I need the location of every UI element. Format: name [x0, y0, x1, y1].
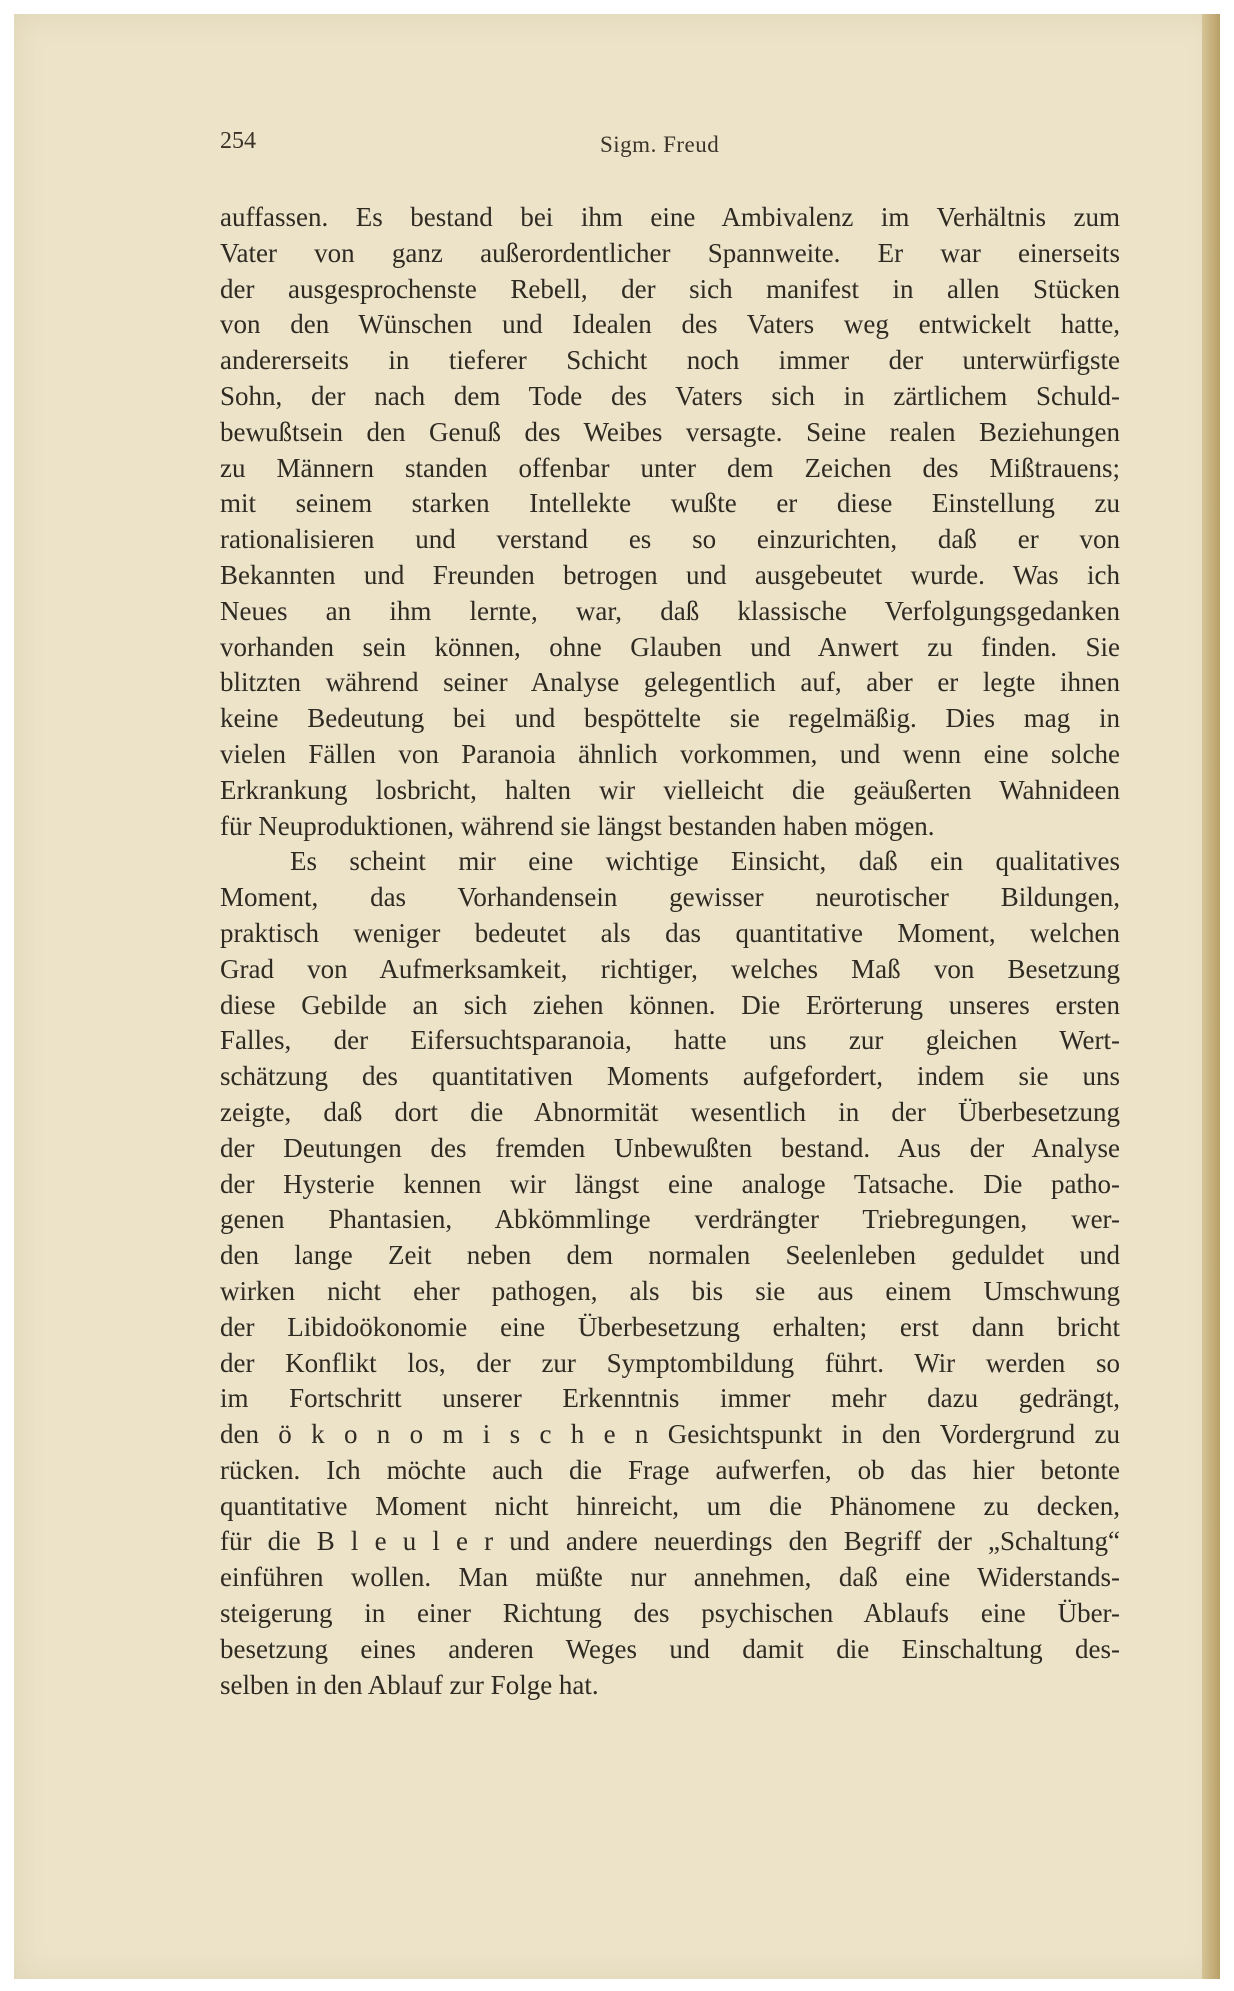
text-line: blitzten während seiner Analyse gelegentlich auf, aber er legte ihnen — [220, 667, 1120, 698]
text-line: andererseits in tieferer Schicht noch immer der unterwürfigste — [220, 345, 1120, 376]
text-line: der Hysterie kennen wir längst eine analoge Tatsache. Die patho- — [220, 1168, 1120, 1199]
text-line: vorhanden sein können, ohne Glauben und Anwert zu finden. Sie — [220, 631, 1120, 662]
text-line: der ausgesprochenste Rebell, der sich manifest in allen Stücken — [220, 273, 1120, 304]
text-line: den ö k o n o m i s c h e n Gesichtspunkt in den Vordergrund zu — [220, 1419, 1120, 1450]
text-line: Erkrankung losbricht, halten wir vielleicht die geäußerten Wahnideen — [220, 774, 1120, 805]
text-line: den lange Zeit neben dem normalen Seelenleben geduldet und — [220, 1240, 1120, 1271]
text-line: zu Männern standen offenbar unter dem Zeichen des Mißtrauens; — [220, 452, 1120, 483]
paragraph-end-line: für Neuproduktionen, während sie längst bestanden haben mögen. — [220, 810, 935, 841]
text-line: bewußtsein den Genuß des Weibes versagte. Seine realen Beziehungen — [220, 416, 1120, 447]
text-line: im Fortschritt unserer Erkenntnis immer mehr dazu gedrängt, — [220, 1383, 1120, 1414]
text-line: wirken nicht eher pathogen, als bis sie aus einem Umschwung — [220, 1275, 1120, 1306]
text-line: steigerung in einer Richtung des psychischen Ablaufs eine Über- — [220, 1598, 1120, 1629]
paragraph-start-line: Es scheint mir eine wichtige Einsicht, daß ein qualitatives — [290, 846, 1120, 877]
page-header — [220, 128, 1120, 168]
text-line: schätzung des quantitativen Moments aufgefordert, indem sie uns — [220, 1061, 1120, 1092]
page-number: 254 — [220, 128, 256, 154]
text-line: Grad von Aufmerksamkeit, richtiger, welches Maß von Besetzung — [220, 953, 1120, 984]
running-head: Sigm. Freud — [600, 132, 720, 157]
page-edge-shadow — [1202, 14, 1220, 1979]
text-line: Falles, der Eifersuchtsparanoia, hatte uns zur gleichen Wert- — [220, 1025, 1120, 1056]
text-line: praktisch weniger bedeutet als das quantitative Moment, welchen — [220, 917, 1120, 948]
text-line: mit seinem starken Intellekte wußte er diese Einstellung zu — [220, 488, 1120, 519]
paragraph-end-line: selben in den Ablauf zur Folge hat. — [220, 1669, 599, 1700]
text-line: der Deutungen des fremden Unbewußten bestand. Aus der Analyse — [220, 1132, 1120, 1163]
text-line: der Libidoökonomie eine Überbesetzung erhalten; erst dann bricht — [220, 1311, 1120, 1342]
text-line: Sohn, der nach dem Tode des Vaters sich in zärtlichem Schuld- — [220, 380, 1120, 411]
text-line: quantitative Moment nicht hinreicht, um die Phänomene zu decken, — [220, 1490, 1120, 1521]
text-line: auffassen. Es bestand bei ihm eine Ambivalenz im Verhältnis zum — [220, 202, 1120, 232]
text-line: Neues an ihm lernte, war, daß klassische Verfolgungsgedanken — [220, 595, 1120, 626]
text-line: Vater von ganz außerordentlicher Spannweite. Er war einerseits — [220, 237, 1120, 268]
text-line: besetzung eines anderen Weges und damit die Einschaltung des- — [220, 1633, 1120, 1664]
text-line: genen Phantasien, Abkömmlinge verdrängter Triebregungen, wer- — [220, 1204, 1120, 1235]
text-line: einführen wollen. Man müßte nur annehmen, daß eine Widerstands- — [220, 1562, 1120, 1593]
text-line: diese Gebilde an sich ziehen können. Die Erörterung unseres ersten — [220, 989, 1120, 1020]
text-line: vielen Fällen von Paranoia ähnlich vorkommen, und wenn eine solche — [220, 738, 1120, 769]
text-line: der Konflikt los, der zur Symptombildung führt. Wir werden so — [220, 1347, 1120, 1378]
text-line: keine Bedeutung bei und bespöttelte sie regelmäßig. Dies mag in — [220, 703, 1120, 734]
text-line: von den Wünschen und Idealen des Vaters weg entwickelt hatte, — [220, 309, 1120, 340]
text-line: rücken. Ich möchte auch die Frage aufwerfen, ob das hier betonte — [220, 1454, 1120, 1485]
text-line: Moment, das Vorhandensein gewisser neurotischer Bildungen, — [220, 882, 1120, 913]
text-line: für die B l e u l e r und andere neuerdings den Begriff der „Schaltung“ — [220, 1526, 1120, 1557]
text-line: zeigte, daß dort die Abnormität wesentlich in der Überbesetzung — [220, 1096, 1120, 1127]
text-line: Bekannten und Freunden betrogen und ausgebeutet wurde. Was ich — [220, 559, 1120, 590]
body-text — [220, 200, 1120, 1703]
text-line: rationalisieren und verstand es so einzurichten, daß er von — [220, 524, 1120, 555]
